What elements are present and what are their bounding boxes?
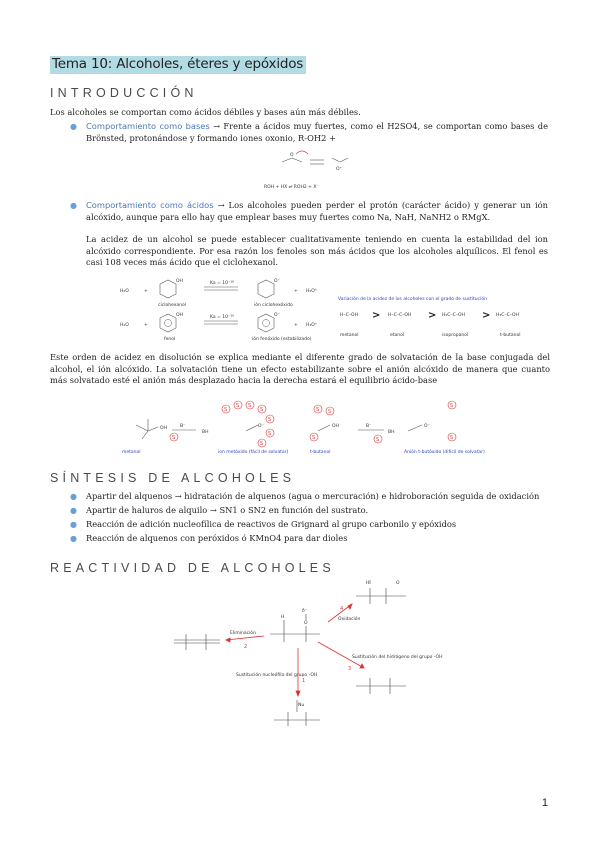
anion-t-butoxido-label: Anión t-butóxido (difícil de solvatar) xyxy=(404,450,485,455)
num-4: 4 xyxy=(340,606,344,612)
ion-ciclohexoxido-label: ión ciclohexóxido xyxy=(254,303,293,308)
svg-text:O: O xyxy=(304,621,308,626)
intro-lead: Los alcoholes se comportan como ácidos débiles y bases aún más débiles. xyxy=(50,107,361,117)
cyclohexanol-label: ciclohexanol xyxy=(158,303,187,308)
eliminacion-label: Eliminación xyxy=(230,631,256,636)
sust-nucleofila-label: Sustitución nucleófila del grupo -OH xyxy=(236,673,318,678)
bullet-icon: ● xyxy=(70,201,77,210)
page-title: Tema 10: Alcoholes, éteres y epóxidos xyxy=(50,56,306,74)
svg-text:S: S xyxy=(224,407,228,413)
synthesis-item-1 xyxy=(70,491,548,503)
num-3: 3 xyxy=(348,666,352,672)
synthesis-text: Reacción de alquenos con peróxidos ó KMnO4 para dar dioles xyxy=(86,533,348,543)
ka1-label: Ka = 10⁻¹⁸ xyxy=(210,281,234,286)
svg-text:S: S xyxy=(312,435,316,441)
bases-label: Comportamiento como bases xyxy=(86,121,210,131)
h3o-label-2: H₃O⁺ xyxy=(306,323,318,328)
acidity-equilibrium-figure xyxy=(118,276,338,350)
synthesis-text: Apartir de haluros de alquilo → SN1 o SN2 en función del sustrato. xyxy=(86,505,369,515)
svg-text:+: + xyxy=(144,323,148,328)
svg-text:S: S xyxy=(328,409,332,415)
t-butanol-fig-label: t-butanol xyxy=(310,450,331,455)
reactivity-diagram xyxy=(170,578,443,728)
nu-label: Nu xyxy=(298,703,305,708)
svg-text:+: + xyxy=(294,323,298,328)
bullet-icon: ● xyxy=(70,534,77,543)
svg-text:B⁻: B⁻ xyxy=(366,424,372,429)
svg-text:O⁺: O⁺ xyxy=(336,167,342,172)
num-1: 1 xyxy=(302,678,306,684)
isopropanol-label: isopropanol xyxy=(442,333,469,338)
synthesis-heading: SÍNTESIS DE ALCOHOLES xyxy=(50,471,296,485)
svg-text:S: S xyxy=(236,403,240,409)
svg-text:S: S xyxy=(260,441,264,447)
ion-fenoxido-label: ión fenóxido (estabilizado) xyxy=(252,337,312,342)
h3o-label-1: H₃O⁺ xyxy=(306,289,318,294)
acids-item xyxy=(70,200,549,223)
svg-text:H₃C–C–OH: H₃C–C–OH xyxy=(496,313,519,318)
metanol-label: metanol xyxy=(340,333,359,338)
ion-metoxido-label: ion metóxido (fácil de solvatar) xyxy=(218,450,289,455)
bases-item xyxy=(70,121,549,144)
svg-text:O⁻: O⁻ xyxy=(424,424,430,429)
svg-text:S: S xyxy=(376,437,380,443)
synthesis-text: Reacción de adición nucleofílica de reactivos de Grignard al grupo carbonilo y epóxidos xyxy=(86,519,457,529)
svg-text:B⁻: B⁻ xyxy=(180,424,186,429)
sust-hidrogeno-label: Sustitución del hidrógeno del grupo -OH xyxy=(352,655,443,660)
synthesis-text: Apartir del alquenos → hidratación de alquenos (agua o mercuración) e hidroboración seguida de oxidación xyxy=(86,491,540,501)
svg-text:H: H xyxy=(281,615,285,620)
svg-text:OH: OH xyxy=(176,279,183,284)
h2o-label-2: H₂O xyxy=(120,323,129,328)
svg-text:O⁻: O⁻ xyxy=(274,313,280,318)
bases-text: → Frente a ácidos muy fuertes, como el H2SO4, se comportan como bases de Brönsted, protonándose y formando iones oxonio, R-OH2 + xyxy=(86,121,549,143)
svg-text:H: H xyxy=(366,581,370,586)
svg-text:H–C–OH: H–C–OH xyxy=(340,313,358,318)
synthesis-item-3 xyxy=(70,519,548,531)
substitution-acidity-figure xyxy=(336,294,548,342)
svg-text:O: O xyxy=(396,581,400,586)
svg-text:S: S xyxy=(248,403,252,409)
ka2-label: Ka = 10⁻¹⁰ xyxy=(210,315,234,320)
svg-text:+: + xyxy=(144,289,148,294)
intro-heading: INTRODUCCIÓN xyxy=(50,86,198,100)
oxidacion-label: Oxidación xyxy=(338,617,361,622)
svg-text:S: S xyxy=(450,403,454,409)
acidity-para: La acidez de un alcohol se puede establecer cualitativamente teniendo en cuenta la estabilidad del ion alcóxido correspondiente. Por esa razón los fenoles son más ácidos que los alcoholes alquílicos. El fenol es casi 108 veces más ácido que el ciclohexanol. xyxy=(86,234,548,267)
svg-text:H₃C–C–OH: H₃C–C–OH xyxy=(442,313,465,318)
svg-text:S: S xyxy=(450,435,454,441)
svg-text:δ⁻: δ⁻ xyxy=(302,609,308,614)
bullet-icon: ● xyxy=(70,520,77,529)
phenol-label: fenol xyxy=(164,337,176,342)
bullet-icon: ● xyxy=(70,492,77,501)
h2o-label-1: H₂O xyxy=(120,289,129,294)
oxonium-eq: ROH + HX ⇌ ROH2 + X⁻ xyxy=(264,185,319,190)
page-number: 1 xyxy=(541,797,548,809)
bullet-icon: ● xyxy=(70,506,77,515)
svg-text:OH: OH xyxy=(160,426,167,431)
svg-text:>: > xyxy=(372,310,381,321)
acids-text: → Los alcoholes pueden perder el protón (carácter ácido) y generar un ión alcóxido, aunque para ello hay que emplear bases muy fuertes como Na, NaH, NaNH2 o RMgX. xyxy=(86,200,549,222)
metanol-fig-label: metanol xyxy=(122,450,141,455)
svg-text:O: O xyxy=(290,153,294,158)
svg-text:O⁻: O⁻ xyxy=(258,424,264,429)
bullet-icon: ● xyxy=(70,122,77,131)
svg-text:S: S xyxy=(268,431,272,437)
svg-text:OH: OH xyxy=(176,313,183,318)
svg-text:S: S xyxy=(172,435,176,441)
etanol-label: etanol xyxy=(390,333,405,338)
title-block xyxy=(50,53,306,72)
svg-text:H–C–C–OH: H–C–C–OH xyxy=(388,313,412,318)
synthesis-item-4 xyxy=(70,533,548,545)
svg-text:+: + xyxy=(294,289,298,294)
substitution-title: Variación de la acidez de los alcoholes con el grado de sustitución xyxy=(338,297,487,302)
svg-text:O⁻: O⁻ xyxy=(274,279,280,284)
synthesis-item-2 xyxy=(70,505,548,517)
reactivity-heading: REACTIVIDAD DE ALCOHOLES xyxy=(50,561,335,575)
t-butanol-label: t-butanol xyxy=(500,333,521,338)
svg-text:OH: OH xyxy=(332,424,339,429)
svg-text:>: > xyxy=(428,310,437,321)
svg-text:S: S xyxy=(260,407,264,413)
acids-label: Comportamiento como ácidos xyxy=(86,200,214,210)
svg-text:S: S xyxy=(268,417,272,423)
svg-text:>: > xyxy=(482,310,491,321)
num-2: 2 xyxy=(244,644,248,650)
oxonium-figure xyxy=(262,148,362,192)
solvation-figure xyxy=(118,397,485,465)
svg-text:BH: BH xyxy=(202,430,209,435)
svg-text:S: S xyxy=(316,407,320,413)
solvation-para: Este orden de acidez en disolución se explica mediante el diferente grado de solvatación de la base conjugada del alcohol, el ión alcóxido. La solvatación tiene un efecto estabilizante sobre el anión alcóxido de manera que cuanto más solvatado esté el anión más desplazado hacia la derecha estará el equilibrio ácido-base xyxy=(50,352,550,385)
svg-text:BH: BH xyxy=(388,430,395,435)
